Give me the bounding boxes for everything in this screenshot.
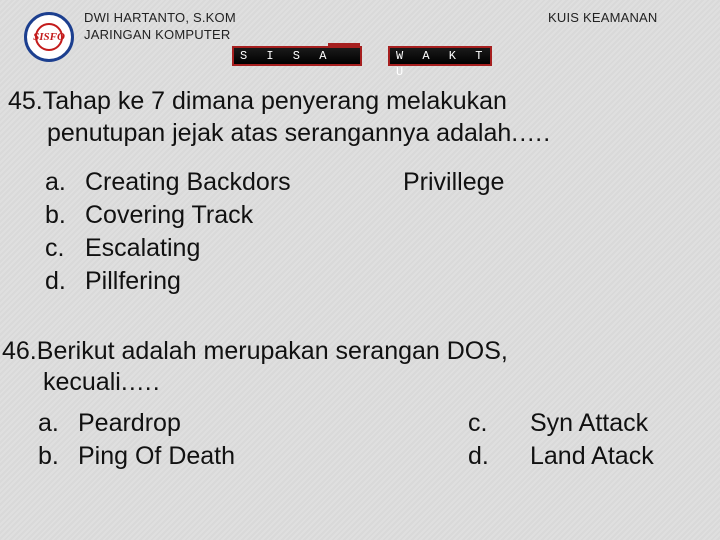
option-d[interactable]: d. Land Atack	[468, 442, 654, 470]
author-name: DWI HARTANTO, S.KOM	[84, 10, 236, 25]
timer-tab	[328, 43, 360, 46]
question-45-options	[45, 166, 291, 298]
course-name: JARINGAN KOMPUTER	[84, 27, 231, 42]
time-label: W A K T U	[396, 49, 489, 79]
extra-word: Privillege	[403, 168, 505, 196]
logo-emblem-icon	[35, 23, 63, 51]
question-text: Tahap ke 7 dimana penyerang melakukan	[42, 87, 507, 115]
question-45-line2: penutupan jejak atas serangannya adalah.….	[47, 119, 551, 147]
option-c[interactable]: c. Syn Attack	[468, 409, 649, 437]
option-b[interactable]: b. Ping Of Death	[38, 442, 236, 470]
quiz-title: KUIS KEAMANAN	[548, 10, 658, 25]
question-46-options-right	[468, 407, 654, 473]
question-46	[2, 336, 508, 366]
question-number: 46.	[2, 337, 37, 365]
option-a[interactable]: a. Peardrop	[38, 409, 181, 437]
remaining-time-box	[232, 46, 362, 66]
question-46-options-left	[38, 407, 235, 473]
question-text: Berikut adalah merupakan serangan DOS,	[36, 337, 508, 365]
option-c[interactable]: c. Escalating	[45, 234, 201, 262]
time-box	[388, 46, 492, 79]
logo-mark: SISFO	[33, 31, 65, 43]
option-b[interactable]: b. Covering Track	[45, 201, 254, 229]
question-46-line2: kecuali.….	[43, 368, 160, 396]
option-a[interactable]: a. Creating Backdors	[45, 168, 291, 196]
institution-logo	[24, 12, 74, 62]
question-45	[8, 86, 507, 116]
remaining-label: S I S A	[240, 49, 333, 63]
option-d[interactable]: d. Pillfering	[45, 267, 181, 295]
question-number: 45.	[8, 87, 43, 115]
